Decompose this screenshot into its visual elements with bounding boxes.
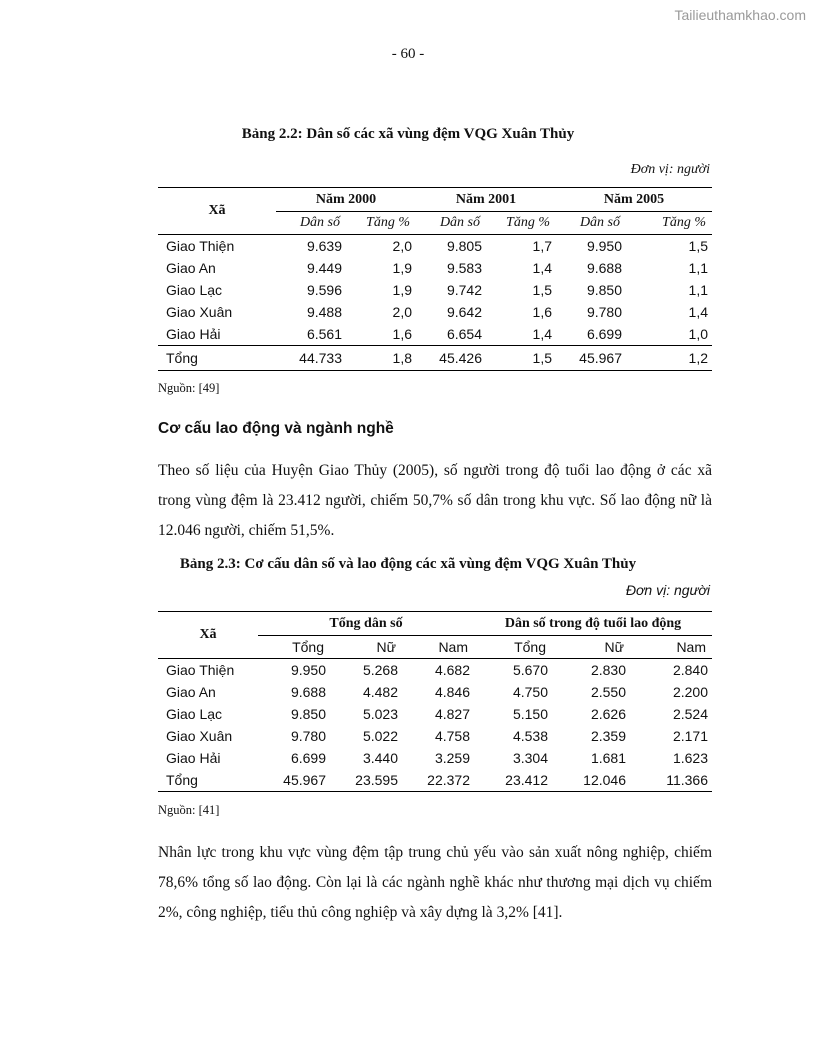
cell-value: 12.046 <box>552 769 630 792</box>
cell-value: 1,1 <box>688 282 708 298</box>
table1-group-2000: Năm 2000 <box>276 188 416 212</box>
cell-value: 3.440 <box>362 750 398 766</box>
row-name: Giao Hải <box>166 326 221 342</box>
table2-col-xa: Xã <box>158 612 258 659</box>
cell-value: 1,9 <box>392 282 412 298</box>
table-row <box>158 235 712 258</box>
table-row <box>158 747 712 769</box>
cell-value: 4.682 <box>434 662 470 678</box>
cell-value: 1,5 <box>688 238 708 254</box>
cell-value: 2,0 <box>392 238 412 254</box>
cell-value: 2.840 <box>672 662 708 678</box>
row-name: Tổng <box>158 346 276 371</box>
cell-value: 4.750 <box>512 684 548 700</box>
row-name: Giao Thiện <box>166 662 235 678</box>
cell-value: 3.259 <box>434 750 470 766</box>
table1-unit: Đơn vị: người <box>630 162 710 177</box>
cell-value: 4.827 <box>434 706 470 722</box>
cell-value: 5.268 <box>362 662 398 678</box>
table-row <box>158 681 712 703</box>
cell-value: 45.967 <box>556 346 626 371</box>
cell-value: 5.670 <box>512 662 548 678</box>
cell-value: 45.967 <box>258 769 330 792</box>
table-row <box>158 725 712 747</box>
cell-value: 3.304 <box>512 750 548 766</box>
cell-value: 6.699 <box>586 326 622 342</box>
table-row <box>158 279 712 301</box>
table1-sub-danso: Dân số <box>579 215 620 230</box>
cell-value: 1,4 <box>688 304 708 320</box>
table2-header-row <box>158 612 712 636</box>
cell-value: 23.412 <box>474 769 552 792</box>
table2-group-labor: Dân số trong độ tuổi lao động <box>474 612 712 636</box>
cell-value: 9.850 <box>290 706 326 722</box>
cell-value: 4.482 <box>362 684 398 700</box>
cell-value: 9.688 <box>586 260 622 276</box>
section-title: Cơ cấu lao động và ngành nghề <box>158 420 394 437</box>
page-number: - 60 - <box>391 46 425 62</box>
table2-unit: Đơn vị: người <box>625 582 710 598</box>
table1-caption-label: Bảng 2.2: <box>241 126 303 142</box>
table1-sub-tang: Tăng % <box>662 215 706 230</box>
table2-caption-text: Cơ cấu dân số và lao động các xã vùng đệm VQG Xuân Thủy <box>240 556 637 572</box>
cell-value: 2.524 <box>672 706 708 722</box>
table1-group-2001: Năm 2001 <box>416 188 556 212</box>
cell-value: 6.561 <box>306 326 342 342</box>
cell-value: 5.150 <box>512 706 548 722</box>
cell-value: 9.596 <box>306 282 342 298</box>
table1-col-xa: Xã <box>158 188 276 235</box>
cell-value: 6.699 <box>290 750 326 766</box>
cell-value: 1,8 <box>346 346 416 371</box>
row-name: Giao An <box>166 684 216 700</box>
table1-sub-danso: Dân số <box>299 215 340 230</box>
cell-value: 9.950 <box>290 662 326 678</box>
cell-value: 5.022 <box>362 728 398 744</box>
cell-value: 1,1 <box>688 260 708 276</box>
cell-value: 6.654 <box>446 326 482 342</box>
cell-value: 1,6 <box>532 304 552 320</box>
table1-sub-danso: Dân số <box>439 215 480 230</box>
table-row <box>158 703 712 725</box>
cell-value: 23.595 <box>330 769 402 792</box>
table-row <box>158 323 712 346</box>
cell-value: 22.372 <box>402 769 474 792</box>
row-name: Giao Lạc <box>166 282 223 298</box>
cell-value: 9.449 <box>306 260 342 276</box>
table2-caption <box>0 556 816 573</box>
row-name: Giao An <box>166 260 216 276</box>
table2-sub-nam: Nam <box>438 639 468 655</box>
cell-value: 2.200 <box>672 684 708 700</box>
cell-value: 5.023 <box>362 706 398 722</box>
cell-value: 2.550 <box>590 684 626 700</box>
cell-value: 9.950 <box>586 238 622 254</box>
paragraph-2: Nhân lực trong khu vực vùng đệm tập trung chủ yếu vào sản xuất nông nghiệp, chiếm 78,6% tổng số lao động. Còn lại là các ngành nghề khác như thương mại dịch vụ chiếm 2%, công nghiệp, tiểu thủ công nghiệp và xây dựng là 3,2% [41]. <box>158 844 712 921</box>
row-name: Giao Hải <box>166 750 221 766</box>
row-name: Giao Xuân <box>166 728 233 744</box>
table2-sub-nu: Nữ <box>604 639 624 655</box>
table2-sub-tong: Tổng <box>292 639 324 655</box>
cell-value: 2.626 <box>590 706 626 722</box>
cell-value: 1,4 <box>532 326 552 342</box>
cell-value: 1,0 <box>688 326 708 342</box>
table2 <box>158 611 712 792</box>
table1-sub-tang: Tăng % <box>366 215 410 230</box>
table2-body <box>158 659 712 792</box>
cell-value: 9.780 <box>586 304 622 320</box>
cell-value: 1.681 <box>590 750 626 766</box>
table-row <box>158 257 712 279</box>
table1 <box>158 187 712 371</box>
cell-value: 1,4 <box>532 260 552 276</box>
table2-total-row <box>158 769 712 792</box>
table-row <box>158 659 712 682</box>
cell-value: 1,7 <box>532 238 552 254</box>
cell-value: 1,6 <box>392 326 412 342</box>
table2-sub-tong: Tổng <box>514 639 546 655</box>
cell-value: 9.688 <box>290 684 326 700</box>
watermark: Tailieuthamkhao.com <box>674 7 806 23</box>
table2-caption-label: Bảng 2.3: <box>179 556 241 572</box>
row-name: Giao Lạc <box>166 706 223 722</box>
cell-value: 44.733 <box>276 346 346 371</box>
cell-value: 1.623 <box>672 750 708 766</box>
table2-sub-nu: Nữ <box>376 639 396 655</box>
row-name: Giao Thiện <box>166 238 235 254</box>
table1-header-row <box>158 188 712 212</box>
cell-value: 45.426 <box>416 346 486 371</box>
cell-value: 11.366 <box>630 769 712 792</box>
table1-body <box>158 235 712 371</box>
table1-group-2005: Năm 2005 <box>556 188 712 212</box>
cell-value: 9.642 <box>446 304 482 320</box>
row-name: Tổng <box>158 769 258 792</box>
table-row <box>158 301 712 323</box>
table1-caption <box>0 126 816 143</box>
cell-value: 1,5 <box>532 282 552 298</box>
cell-value: 2,0 <box>392 304 412 320</box>
cell-value: 2.830 <box>590 662 626 678</box>
cell-value: 9.639 <box>306 238 342 254</box>
table1-source: Nguồn: [49] <box>158 381 220 395</box>
table1-caption-text: Dân số các xã vùng đệm VQG Xuân Thủy <box>302 126 575 142</box>
row-name: Giao Xuân <box>166 304 233 320</box>
table2-sub-nam: Nam <box>676 639 706 655</box>
table1-sub-tang: Tăng % <box>506 215 550 230</box>
table1-total-row <box>158 346 712 371</box>
table2-group-total: Tổng dân số <box>258 612 474 636</box>
cell-value: 9.742 <box>446 282 482 298</box>
cell-value: 1,9 <box>392 260 412 276</box>
table2-source: Nguồn: [41] <box>158 803 220 817</box>
cell-value: 4.538 <box>512 728 548 744</box>
cell-value: 1,5 <box>486 346 556 371</box>
cell-value: 9.850 <box>586 282 622 298</box>
cell-value: 9.583 <box>446 260 482 276</box>
cell-value: 9.780 <box>290 728 326 744</box>
cell-value: 2.171 <box>672 728 708 744</box>
paragraph-1: Theo số liệu của Huyện Giao Thủy (2005), số người trong độ tuổi lao động ở các xã trong vùng đệm là 23.412 người, chiếm 50,7% số dân trong khu vực. Số lao động nữ là 12.046 người, chiếm 51,5%. <box>158 462 712 539</box>
cell-value: 1,2 <box>626 346 712 371</box>
cell-value: 9.488 <box>306 304 342 320</box>
cell-value: 4.758 <box>434 728 470 744</box>
cell-value: 9.805 <box>446 238 482 254</box>
cell-value: 4.846 <box>434 684 470 700</box>
cell-value: 2.359 <box>590 728 626 744</box>
